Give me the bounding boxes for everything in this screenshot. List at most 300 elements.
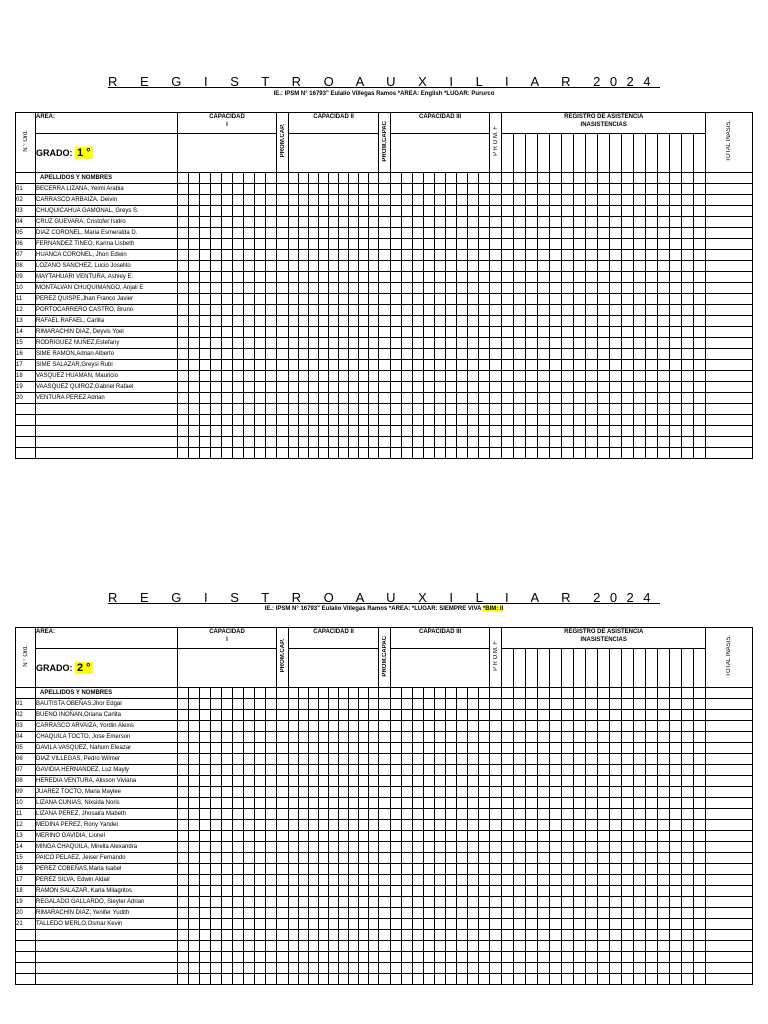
grade-cell[interactable]: [379, 206, 391, 217]
grade-cell[interactable]: [562, 184, 574, 195]
grade-cell[interactable]: [526, 853, 538, 864]
grade-cell[interactable]: [424, 765, 435, 776]
grade-cell[interactable]: [479, 448, 490, 459]
grade-cell[interactable]: [457, 754, 468, 765]
grade-cell[interactable]: [538, 732, 550, 743]
grade-cell[interactable]: [550, 853, 562, 864]
grade-cell[interactable]: [369, 195, 379, 206]
grade-cell[interactable]: [550, 371, 562, 382]
grade-cell[interactable]: [457, 382, 468, 393]
grade-cell[interactable]: [266, 382, 277, 393]
grade-cell[interactable]: [598, 228, 610, 239]
grade-cell[interactable]: [391, 809, 402, 820]
grid-cell[interactable]: [339, 173, 349, 184]
grade-cell[interactable]: [289, 371, 299, 382]
grade-cell[interactable]: [178, 206, 189, 217]
grade-cell[interactable]: [634, 426, 646, 437]
grade-cell[interactable]: [189, 404, 200, 415]
grade-cell[interactable]: [646, 732, 658, 743]
grade-cell[interactable]: [189, 272, 200, 283]
grade-cell[interactable]: [211, 437, 222, 448]
grid-cell[interactable]: [622, 173, 634, 184]
grid-cell[interactable]: [309, 688, 319, 699]
grade-cell[interactable]: [562, 721, 574, 732]
grade-cell[interactable]: [622, 415, 634, 426]
grade-cell[interactable]: [359, 393, 369, 404]
grade-cell[interactable]: [670, 184, 682, 195]
grade-cell[interactable]: [435, 919, 446, 930]
grade-cell[interactable]: [222, 798, 233, 809]
grade-cell[interactable]: [694, 798, 706, 809]
grade-cell[interactable]: [490, 272, 502, 283]
grade-cell[interactable]: [622, 875, 634, 886]
grade-cell[interactable]: [586, 908, 598, 919]
grade-cell[interactable]: [526, 864, 538, 875]
grade-cell[interactable]: [435, 272, 446, 283]
grade-cell[interactable]: [369, 919, 379, 930]
grade-cell[interactable]: [391, 798, 402, 809]
grade-cell[interactable]: [309, 776, 319, 787]
grade-cell[interactable]: [349, 952, 359, 963]
grade-cell[interactable]: [255, 437, 266, 448]
grade-cell[interactable]: [255, 217, 266, 228]
grade-cell[interactable]: [266, 206, 277, 217]
grade-cell[interactable]: [538, 426, 550, 437]
grade-cell[interactable]: [319, 228, 329, 239]
grade-cell[interactable]: [490, 853, 502, 864]
grade-cell[interactable]: [610, 426, 622, 437]
grade-cell[interactable]: [586, 743, 598, 754]
grade-cell[interactable]: [706, 272, 753, 283]
grade-cell[interactable]: [359, 699, 369, 710]
grade-cell[interactable]: [266, 316, 277, 327]
grade-cell[interactable]: [562, 864, 574, 875]
grade-cell[interactable]: [514, 710, 526, 721]
grade-cell[interactable]: [402, 820, 413, 831]
grade-cell[interactable]: [562, 360, 574, 371]
grade-cell[interactable]: [435, 941, 446, 952]
grade-cell[interactable]: [309, 721, 319, 732]
grade-cell[interactable]: [468, 228, 479, 239]
grade-cell[interactable]: [682, 820, 694, 831]
grade-cell[interactable]: [562, 228, 574, 239]
grade-cell[interactable]: [634, 875, 646, 886]
grade-cell[interactable]: [402, 404, 413, 415]
grade-cell[interactable]: [266, 776, 277, 787]
grade-cell[interactable]: [479, 831, 490, 842]
grade-cell[interactable]: [468, 974, 479, 985]
grade-cell[interactable]: [538, 754, 550, 765]
student-name[interactable]: [36, 941, 178, 952]
grade-cell[interactable]: [446, 228, 457, 239]
grade-cell[interactable]: [634, 228, 646, 239]
grade-cell[interactable]: [646, 272, 658, 283]
grade-cell[interactable]: [457, 919, 468, 930]
grade-cell[interactable]: [468, 426, 479, 437]
grade-cell[interactable]: [329, 250, 339, 261]
grade-cell[interactable]: [457, 831, 468, 842]
grade-cell[interactable]: [319, 699, 329, 710]
grade-cell[interactable]: [255, 908, 266, 919]
grade-cell[interactable]: [479, 930, 490, 941]
grade-cell[interactable]: [550, 974, 562, 985]
grade-cell[interactable]: [211, 974, 222, 985]
grade-cell[interactable]: [289, 360, 299, 371]
grade-cell[interactable]: [189, 941, 200, 952]
grade-cell[interactable]: [526, 787, 538, 798]
grade-cell[interactable]: [550, 283, 562, 294]
grade-cell[interactable]: [622, 941, 634, 952]
grade-cell[interactable]: [413, 963, 424, 974]
grade-cell[interactable]: [622, 404, 634, 415]
grade-cell[interactable]: [359, 382, 369, 393]
grade-cell[interactable]: [457, 261, 468, 272]
attendance-date-cell[interactable]: [538, 649, 550, 688]
grade-cell[interactable]: [255, 250, 266, 261]
grade-cell[interactable]: [526, 952, 538, 963]
grade-cell[interactable]: [634, 404, 646, 415]
grade-cell[interactable]: [402, 864, 413, 875]
grade-cell[interactable]: [329, 316, 339, 327]
grade-cell[interactable]: [598, 930, 610, 941]
grade-cell[interactable]: [670, 437, 682, 448]
grade-cell[interactable]: [211, 743, 222, 754]
grade-cell[interactable]: [670, 195, 682, 206]
grade-cell[interactable]: [562, 820, 574, 831]
grade-cell[interactable]: [446, 426, 457, 437]
grade-cell[interactable]: [189, 327, 200, 338]
grade-cell[interactable]: [562, 327, 574, 338]
grade-cell[interactable]: [682, 710, 694, 721]
grade-cell[interactable]: [309, 743, 319, 754]
grade-cell[interactable]: [479, 809, 490, 820]
grade-cell[interactable]: [391, 206, 402, 217]
grade-cell[interactable]: [211, 404, 222, 415]
grade-cell[interactable]: [178, 930, 189, 941]
grade-cell[interactable]: [349, 875, 359, 886]
grade-cell[interactable]: [658, 952, 670, 963]
grade-cell[interactable]: [479, 206, 490, 217]
grade-cell[interactable]: [299, 371, 309, 382]
grade-cell[interactable]: [526, 886, 538, 897]
grade-cell[interactable]: [622, 305, 634, 316]
grade-cell[interactable]: [349, 382, 359, 393]
grade-cell[interactable]: [359, 941, 369, 952]
grade-cell[interactable]: [586, 952, 598, 963]
grade-cell[interactable]: [222, 448, 233, 459]
grade-cell[interactable]: [369, 338, 379, 349]
grade-cell[interactable]: [233, 699, 244, 710]
grade-cell[interactable]: [550, 798, 562, 809]
grade-cell[interactable]: [457, 437, 468, 448]
grade-cell[interactable]: [658, 732, 670, 743]
grade-cell[interactable]: [233, 886, 244, 897]
grade-cell[interactable]: [200, 426, 211, 437]
grid-cell[interactable]: [658, 688, 670, 699]
grade-cell[interactable]: [255, 448, 266, 459]
grid-cell[interactable]: [538, 173, 550, 184]
grade-cell[interactable]: [319, 732, 329, 743]
grade-cell[interactable]: [550, 743, 562, 754]
grade-cell[interactable]: [359, 721, 369, 732]
grade-cell[interactable]: [359, 316, 369, 327]
grade-cell[interactable]: [598, 261, 610, 272]
grade-cell[interactable]: [586, 699, 598, 710]
grade-cell[interactable]: [255, 338, 266, 349]
grade-cell[interactable]: [299, 831, 309, 842]
grade-cell[interactable]: [457, 765, 468, 776]
grade-cell[interactable]: [514, 798, 526, 809]
grade-cell[interactable]: [369, 228, 379, 239]
grade-cell[interactable]: [319, 941, 329, 952]
grade-cell[interactable]: [424, 426, 435, 437]
grade-cell[interactable]: [435, 732, 446, 743]
grade-cell[interactable]: [178, 721, 189, 732]
grade-cell[interactable]: [222, 195, 233, 206]
grade-cell[interactable]: [379, 217, 391, 228]
grade-cell[interactable]: [574, 743, 586, 754]
grade-cell[interactable]: [598, 875, 610, 886]
grade-cell[interactable]: [379, 743, 391, 754]
grade-cell[interactable]: [622, 360, 634, 371]
grade-cell[interactable]: [634, 250, 646, 261]
grade-cell[interactable]: [586, 349, 598, 360]
grade-cell[interactable]: [309, 765, 319, 776]
grade-cell[interactable]: [610, 250, 622, 261]
grade-cell[interactable]: [574, 239, 586, 250]
grade-cell[interactable]: [178, 776, 189, 787]
grade-cell[interactable]: [266, 798, 277, 809]
grade-cell[interactable]: [339, 360, 349, 371]
grade-cell[interactable]: [479, 721, 490, 732]
grade-cell[interactable]: [634, 360, 646, 371]
grade-cell[interactable]: [244, 754, 255, 765]
grade-cell[interactable]: [694, 721, 706, 732]
grade-cell[interactable]: [277, 952, 289, 963]
grade-cell[interactable]: [646, 710, 658, 721]
grade-cell[interactable]: [413, 217, 424, 228]
grid-cell[interactable]: [562, 173, 574, 184]
grade-cell[interactable]: [413, 699, 424, 710]
grade-cell[interactable]: [189, 393, 200, 404]
grade-cell[interactable]: [526, 776, 538, 787]
grade-cell[interactable]: [538, 228, 550, 239]
grade-cell[interactable]: [526, 415, 538, 426]
grade-cell[interactable]: [233, 217, 244, 228]
grade-cell[interactable]: [233, 228, 244, 239]
grade-cell[interactable]: [538, 699, 550, 710]
grade-cell[interactable]: [178, 415, 189, 426]
grade-cell[interactable]: [550, 437, 562, 448]
grade-cell[interactable]: [319, 853, 329, 864]
grade-cell[interactable]: [359, 952, 369, 963]
grade-cell[interactable]: [490, 710, 502, 721]
grid-cell[interactable]: [319, 173, 329, 184]
grade-cell[interactable]: [189, 776, 200, 787]
grade-cell[interactable]: [468, 250, 479, 261]
grade-cell[interactable]: [349, 743, 359, 754]
grade-cell[interactable]: [244, 184, 255, 195]
grade-cell[interactable]: [277, 897, 289, 908]
grade-cell[interactable]: [446, 754, 457, 765]
grade-cell[interactable]: [349, 305, 359, 316]
grade-cell[interactable]: [514, 721, 526, 732]
grade-cell[interactable]: [369, 448, 379, 459]
grade-cell[interactable]: [562, 776, 574, 787]
grade-cell[interactable]: [622, 371, 634, 382]
grade-cell[interactable]: [349, 437, 359, 448]
grade-cell[interactable]: [502, 437, 514, 448]
grade-cell[interactable]: [319, 184, 329, 195]
grade-cell[interactable]: [266, 404, 277, 415]
grade-cell[interactable]: [490, 886, 502, 897]
grade-cell[interactable]: [550, 393, 562, 404]
grade-cell[interactable]: [468, 963, 479, 974]
grade-cell[interactable]: [349, 217, 359, 228]
grade-cell[interactable]: [299, 327, 309, 338]
grade-cell[interactable]: [562, 338, 574, 349]
grade-cell[interactable]: [391, 239, 402, 250]
grade-cell[interactable]: [622, 338, 634, 349]
grade-cell[interactable]: [329, 261, 339, 272]
grid-cell[interactable]: [490, 688, 502, 699]
grade-cell[interactable]: [319, 974, 329, 985]
grid-cell[interactable]: [299, 173, 309, 184]
grade-cell[interactable]: [435, 184, 446, 195]
grade-cell[interactable]: [402, 327, 413, 338]
grade-cell[interactable]: [277, 382, 289, 393]
grade-cell[interactable]: [289, 382, 299, 393]
grade-cell[interactable]: [329, 415, 339, 426]
grade-cell[interactable]: [319, 349, 329, 360]
grade-cell[interactable]: [277, 228, 289, 239]
attendance-date-cell[interactable]: [622, 649, 634, 688]
grade-cell[interactable]: [233, 415, 244, 426]
grade-cell[interactable]: [391, 349, 402, 360]
grade-cell[interactable]: [178, 338, 189, 349]
grade-cell[interactable]: [574, 963, 586, 974]
attendance-date-cell[interactable]: [682, 649, 694, 688]
grade-cell[interactable]: [402, 897, 413, 908]
grade-cell[interactable]: [622, 699, 634, 710]
grade-cell[interactable]: [682, 294, 694, 305]
grade-cell[interactable]: [178, 349, 189, 360]
grade-cell[interactable]: [413, 305, 424, 316]
grade-cell[interactable]: [339, 974, 349, 985]
grade-cell[interactable]: [610, 404, 622, 415]
grade-cell[interactable]: [319, 272, 329, 283]
grade-cell[interactable]: [706, 195, 753, 206]
grade-cell[interactable]: [178, 787, 189, 798]
grade-cell[interactable]: [222, 820, 233, 831]
grade-cell[interactable]: [255, 710, 266, 721]
grade-cell[interactable]: [222, 206, 233, 217]
grade-cell[interactable]: [222, 765, 233, 776]
grade-cell[interactable]: [424, 349, 435, 360]
grade-cell[interactable]: [222, 886, 233, 897]
grade-cell[interactable]: [359, 426, 369, 437]
grade-cell[interactable]: [562, 283, 574, 294]
grade-cell[interactable]: [610, 272, 622, 283]
grade-cell[interactable]: [244, 765, 255, 776]
grade-cell[interactable]: [538, 217, 550, 228]
grade-cell[interactable]: [200, 941, 211, 952]
grade-cell[interactable]: [369, 765, 379, 776]
grade-cell[interactable]: [255, 371, 266, 382]
grade-cell[interactable]: [598, 710, 610, 721]
grid-cell[interactable]: [502, 173, 514, 184]
grade-cell[interactable]: [413, 228, 424, 239]
grade-cell[interactable]: [289, 305, 299, 316]
grade-cell[interactable]: [329, 864, 339, 875]
grade-cell[interactable]: [424, 228, 435, 239]
grade-cell[interactable]: [634, 886, 646, 897]
grade-cell[interactable]: [526, 217, 538, 228]
grade-cell[interactable]: [446, 941, 457, 952]
grade-cell[interactable]: [255, 831, 266, 842]
grade-cell[interactable]: [622, 261, 634, 272]
grade-cell[interactable]: [359, 798, 369, 809]
grade-cell[interactable]: [562, 754, 574, 765]
grade-cell[interactable]: [178, 842, 189, 853]
grade-cell[interactable]: [402, 842, 413, 853]
grade-cell[interactable]: [339, 886, 349, 897]
grade-cell[interactable]: [244, 305, 255, 316]
grade-cell[interactable]: [634, 798, 646, 809]
grade-cell[interactable]: [266, 393, 277, 404]
grade-cell[interactable]: [514, 820, 526, 831]
grade-cell[interactable]: [479, 393, 490, 404]
grade-cell[interactable]: [299, 853, 309, 864]
grade-cell[interactable]: [189, 184, 200, 195]
attendance-date-cell[interactable]: [658, 134, 670, 173]
grade-cell[interactable]: [574, 206, 586, 217]
grade-cell[interactable]: [514, 963, 526, 974]
grade-cell[interactable]: [379, 886, 391, 897]
grade-cell[interactable]: [706, 930, 753, 941]
grade-cell[interactable]: [502, 239, 514, 250]
grade-cell[interactable]: [349, 206, 359, 217]
grade-cell[interactable]: [706, 371, 753, 382]
grid-cell[interactable]: [189, 173, 200, 184]
grade-cell[interactable]: [255, 875, 266, 886]
grade-cell[interactable]: [329, 732, 339, 743]
grade-cell[interactable]: [277, 217, 289, 228]
grade-cell[interactable]: [211, 765, 222, 776]
grade-cell[interactable]: [435, 371, 446, 382]
grade-cell[interactable]: [424, 283, 435, 294]
grade-cell[interactable]: [329, 305, 339, 316]
grid-cell[interactable]: [622, 688, 634, 699]
grade-cell[interactable]: [319, 338, 329, 349]
grade-cell[interactable]: [289, 448, 299, 459]
grade-cell[interactable]: [622, 908, 634, 919]
grade-cell[interactable]: [299, 250, 309, 261]
grade-cell[interactable]: [670, 261, 682, 272]
grade-cell[interactable]: [233, 448, 244, 459]
grade-cell[interactable]: [550, 776, 562, 787]
grade-cell[interactable]: [359, 184, 369, 195]
grade-cell[interactable]: [446, 217, 457, 228]
grade-cell[interactable]: [178, 908, 189, 919]
grade-cell[interactable]: [233, 239, 244, 250]
grade-cell[interactable]: [622, 831, 634, 842]
grade-cell[interactable]: [266, 974, 277, 985]
grade-cell[interactable]: [658, 184, 670, 195]
grade-cell[interactable]: [244, 261, 255, 272]
grade-cell[interactable]: [435, 831, 446, 842]
grade-cell[interactable]: [339, 897, 349, 908]
